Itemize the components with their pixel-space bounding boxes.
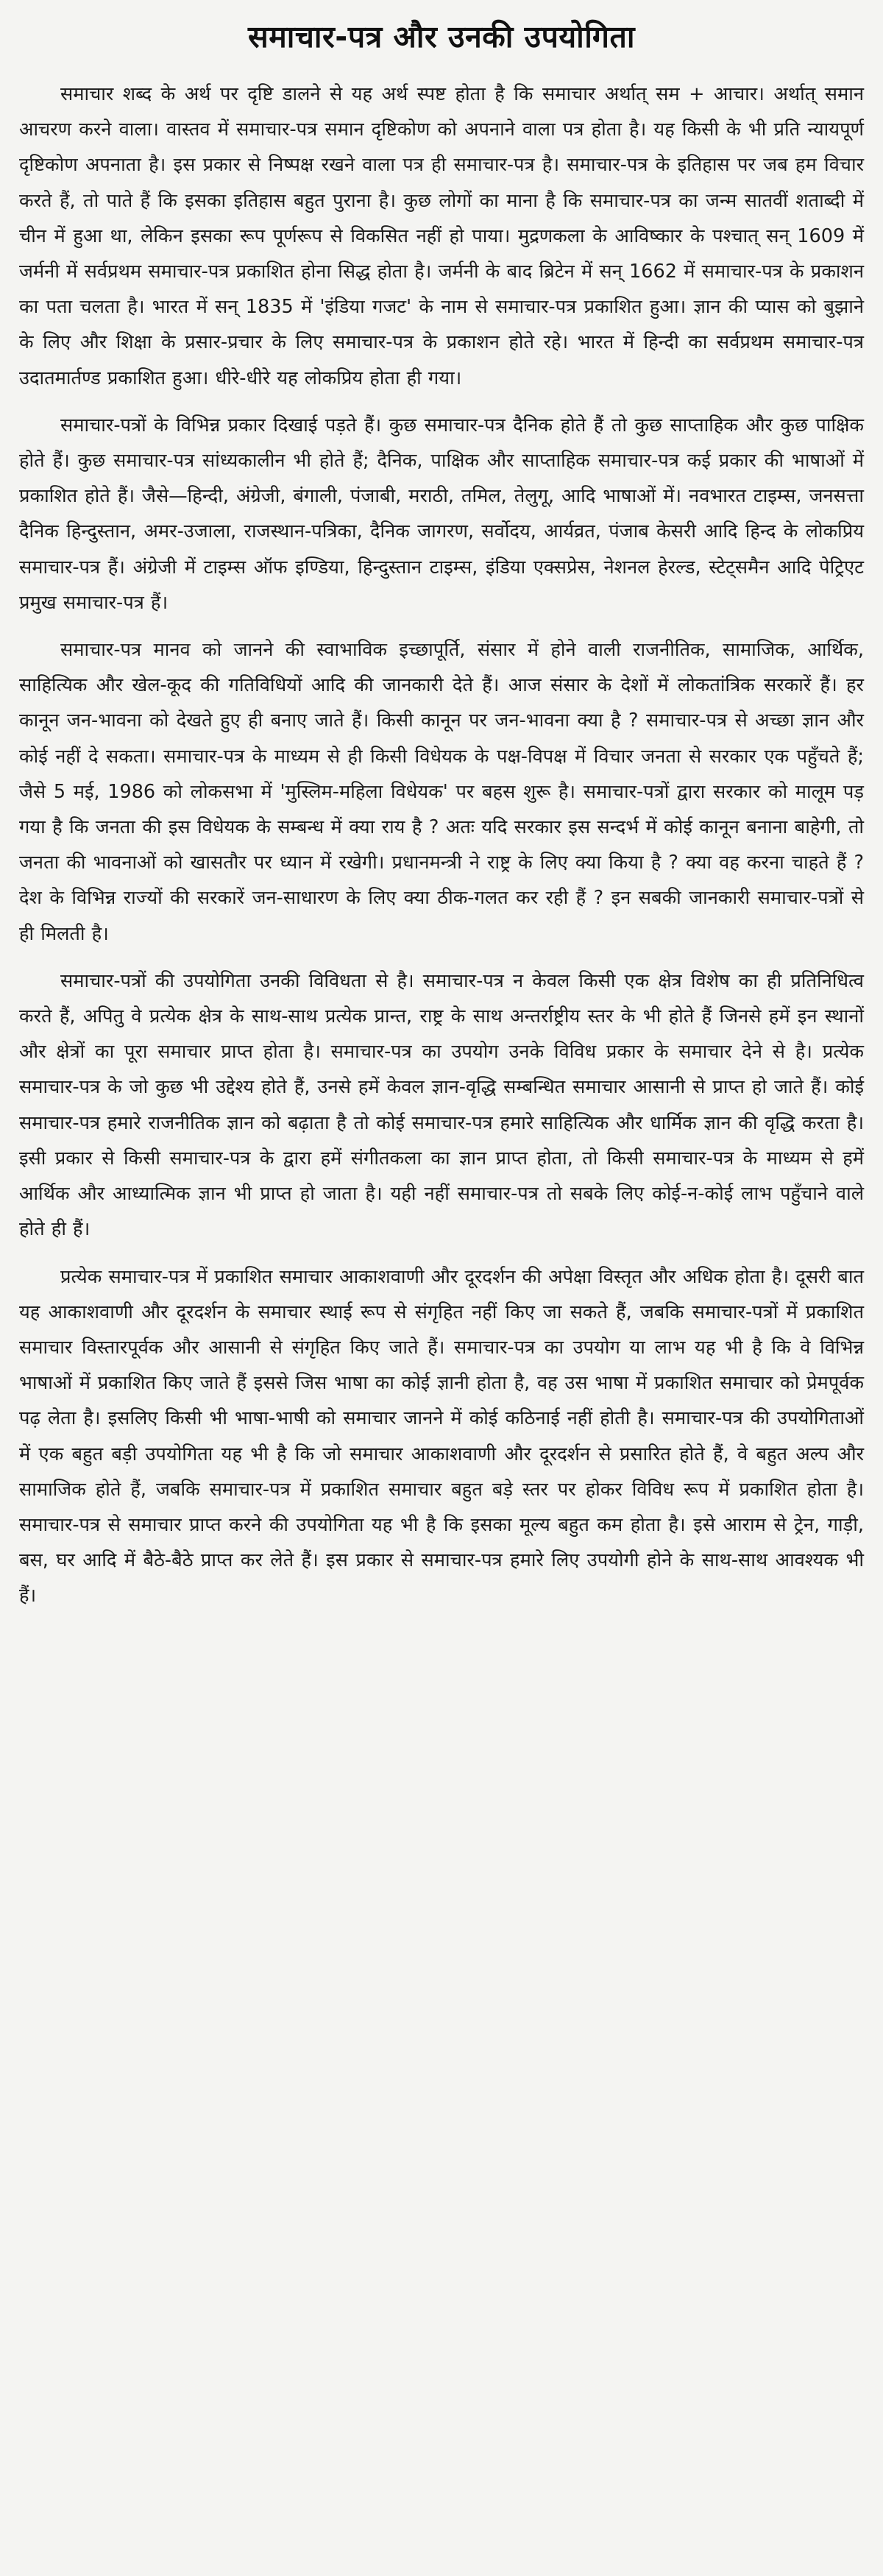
paragraph-types: समाचार-पत्रों के विभिन्न प्रकार दिखाई पड़ते हैं। कुछ समाचार-पत्र दैनिक होते हैं तो कुछ साप्ताहिक और कुछ पाक्षिक होते हैं। कुछ समाचार-पत्र सांध्यकालीन भी होते हैं; दैनिक, पाक्षिक और साप्ताहिक समाचार-पत्र कई प्रकार की भाषाओं में प्रकाशित होते हैं। जैसे—हिन्दी, अंग्रेजी, बंगाली, पंजाबी, मराठी, तमिल, तेलुगू, आदि भाषाओं में। नवभारत टाइम्स, जनसत्ता दैनिक हिन्दुस्तान, अमर-उजाला, राजस्थान-पत्रिका, दैनिक जागरण, सर्वोदय, आर्यव्रत, पंजाब केसरी आदि हिन्द के लोकप्रिय समाचार-पत्र हैं। अंग्रेजी में टाइम्स ऑफ इण्डिया, हिन्दुस्तान टाइम्स, इंडिया एक्सप्रेस, नेशनल हेरल्ड, स्टेट्समैन आदि पेट्रिएट प्रमुख समाचार-पत्र हैं। bbox=[19, 414, 864, 614]
paragraph-comparison: प्रत्येक समाचार-पत्र में प्रकाशित समाचार आकाशवाणी और दूरदर्शन की अपेक्षा विस्तृत और अधिक होता है। दूसरी बात यह आकाशवाणी और दूरदर्शन के समाचार स्थाई रूप से संगृहित नहीं किए जा सकते हैं, जबकि समाचार-पत्रों में प्रकाशित समाचार विस्तारपूर्वक और आसानी से संगृहित किए जाते हैं। समाचार-पत्र का उपयोग या लाभ यह भी है कि वे विभिन्न भाषाओं में प्रकाशित किए जाते हैं इससे जिस भाषा का कोई ज्ञानी होता है, वह उस भाषा में प्रकाशित समाचार को प्रेमपूर्वक पढ़ लेता है। इसलिए किसी भी भाषा-भाषी को समाचार जानने में कोई कठिनाई नहीं होती है। समाचार-पत्र की उपयोगिताओं में एक बहुत बड़ी उपयोगिता यह भी है कि जो समाचार आकाशवाणी और दूरदर्शन से प्रसारित होते हैं, वे बहुत अल्प और सामाजिक होते हैं, जबकि समाचार-पत्र में प्रकाशित समाचार बहुत बड़े स्तर पर होकर विविध रूप में प्रकाशित होता है। समाचार-पत्र से समाचार प्राप्त करने की उपयोगिता यह भी है कि इसका मूल्य बहुत कम होता है। इसे आराम से ट्रेन, गाड़ी, बस, घर आदि में बैठे-बैठे प्राप्त कर लेते हैं। इस प्रकार से समाचार-पत्र हमारे लिए उपयोगी होने के साथ-साथ आवश्यक भी हैं। bbox=[19, 1265, 864, 1607]
paragraph-utility: समाचार-पत्रों की उपयोगिता उनकी विविधता से है। समाचार-पत्र न केवल किसी एक क्षेत्र विशेष का ही प्रतिनिधित्व करते हैं, अपितु वे प्रत्येक क्षेत्र के साथ-साथ प्रत्येक प्रान्त, राष्ट्र के साथ अन्तर्राष्ट्रीय स्तर के भी होते हैं जिनसे हमें इन स्थानों और क्षेत्रों का पूरा समाचार प्राप्त होता है। समाचार-पत्र का उपयोग उनके विविध प्रकार के समाचार देने से है। प्रत्येक समाचार-पत्र के जो कुछ भी उद्देश्य होते हैं, उनसे हमें केवल ज्ञान-वृद्धि सम्बन्धित समाचार आसानी से प्राप्त हो जाते हैं। कोई समाचार-पत्र हमारे राजनीतिक ज्ञान को बढ़ाता है तो कोई समाचार-पत्र हमारे साहित्यिक और धार्मिक ज्ञान की वृद्धि करता है। इसी प्रकार से किसी समाचार-पत्र के द्वारा हमें संगीतकला का ज्ञान प्राप्त होता, तो किसी समाचार-पत्र के माध्यम से हमें आर्थिक और आध्यात्मिक ज्ञान भी प्राप्त हो जाता है। यही नहीं समाचार-पत्र तो सबके लिए कोई-न-कोई लाभ पहुँचाने वाले होते ही हैं। bbox=[19, 969, 864, 1241]
paragraph-information: समाचार-पत्र मानव को जानने की स्वाभाविक इच्छापूर्ति, संसार में होने वाली राजनीतिक, सामाजिक, आर्थिक, साहित्यिक और खेल-कूद की गतिविधियों आदि की जानकारी देते हैं। आज संसार के देशों में लोकतांत्रिक सरकारें हैं। हर कानून जन-भावना को देखते हुए ही बनाए जाते हैं। किसी कानून पर जन-भावना क्या है ? समाचार-पत्र से अच्छा ज्ञान और कोई नहीं दे सकता। समाचार-पत्र के माध्यम से ही किसी विधेयक के पक्ष-विपक्ष में विचार जनता से सरकार एक पहुँचते हैं; जैसे 5 मई, 1986 को लोकसभा में 'मुस्लिम-महिला विधेयक' पर बहस शुरू है। समाचार-पत्रों द्वारा सरकार को मालूम पड़ गया है कि जनता की इस विधेयक के सम्बन्ध में क्या राय है ? अतः यदि सरकार इस सन्दर्भ में कोई कानून बनाना बाहेगी, तो जनता की भावनाओं को खासतौर पर ध्यान में रखेगी। प्रधानमन्त्री ने राष्ट्र के लिए क्या किया है ? क्या वह करना चाहते हैं ? देश के विभिन्न राज्यों की सरकारें जन-साधारण के लिए क्या ठीक-गलत कर रही हैं ? इन सबकी जानकारी समाचार-पत्रों से ही मिलती है। bbox=[19, 639, 864, 945]
essay-title: समाचार-पत्र और उनकी उपयोगिता bbox=[248, 19, 635, 54]
paragraph-history: समाचार शब्द के अर्थ पर दृष्टि डालने से यह अर्थ स्पष्ट होता है कि समाचार अर्थात् सम + आचार। अर्थात् समान आचरण करने वाला। वास्तव में समाचार-पत्र समान दृष्टिकोण को अपनाने वाला पत्र होता है। यह किसी के भी प्रति न्यायपूर्ण दृष्टिकोण अपनाता है। इस प्रकार से निष्पक्ष रखने वाला पत्र ही समाचार-पत्र है। समाचार-पत्र के इतिहास पर जब हम विचार करते हैं, तो पाते हैं कि इसका इतिहास बहुत पुराना है। कुछ लोगों का माना है कि समाचार-पत्र का जन्म सातवीं शताब्दी में चीन में हुआ था, लेकिन इसका रूप पूर्णरूप से विकसित नहीं हो पाया। मुद्रणकला के आविष्कार के पश्चात् सन् 1609 में जर्मनी में सर्वप्रथम समाचार-पत्र प्रकाशित होना सिद्ध होता है। जर्मनी के बाद ब्रिटेन में सन् 1662 में समाचार-पत्र के प्रकाशन का पता चलता है। भारत में सन् 1835 में 'इंडिया गजट' के नाम से समाचार-पत्र प्रकाशित हुआ। ज्ञान की प्यास को बुझाने के लिए और शिक्षा के प्रसार-प्रचार के लिए समाचार-पत्र के प्रकाशन होते रहे। भारत में हिन्दी का सर्वप्रथम समाचार-पत्र उदातमार्तण्ड प्रकाशित हुआ। धीरे-धीरे यह लोकप्रिय होता ही गया। bbox=[19, 83, 864, 389]
